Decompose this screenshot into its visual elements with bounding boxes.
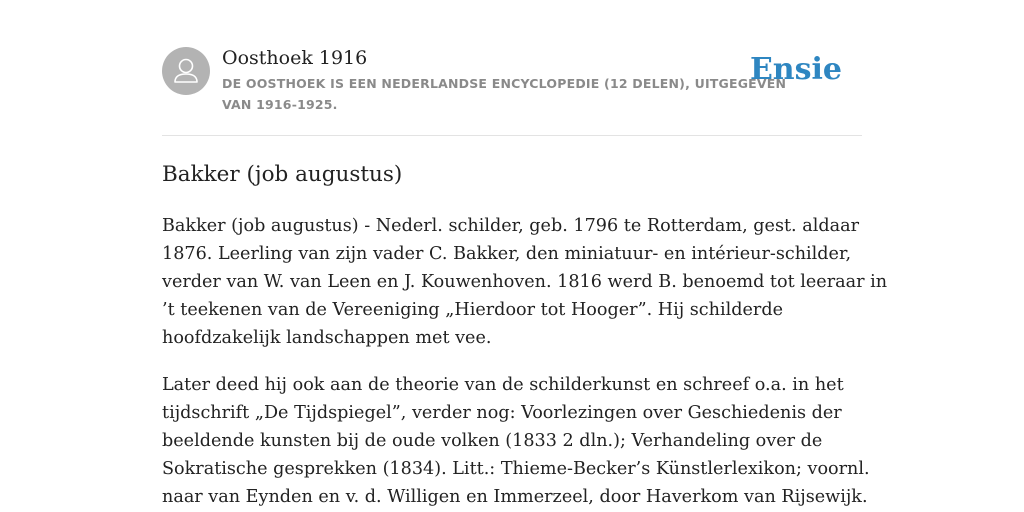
paragraph-line: verder van W. van Leen en J. Kouwenhoven. 1816 werd B. benoemd tot leeraar in	[162, 272, 888, 292]
paragraph-line: hoofdzakelijk landschappen met vee.	[162, 328, 492, 348]
paragraph-line: 1876. Leerling van zijn vader C. Bakker, den miniatuur- en intérieur-schilder,	[162, 244, 852, 264]
paragraph-line: Later deed hij ook aan de theorie van de schilderkunst en schreef o.a. in het	[162, 375, 844, 395]
user-icon	[162, 47, 210, 95]
ensie-logo-link[interactable]: Ensie	[749, 52, 842, 87]
entry-title: Bakker (job augustus)	[162, 162, 403, 187]
source-description	[222, 73, 787, 115]
source-title[interactable]: Oosthoek 1916	[222, 47, 368, 69]
paragraph-line: Sokratische gesprekken (1834). Litt.: Thieme-Becker’s Künstlerlexikon; voornl.	[162, 459, 870, 479]
entry-body	[162, 212, 888, 512]
source-header	[162, 46, 862, 136]
paragraph-line: tijdschrift „De Tijdspiegel”, verder nog: Voorlezingen over Geschiedenis der	[162, 403, 842, 423]
source-description-line: DE OOSTHOEK IS EEN NEDERLANDSE ENCYCLOPEDIE (12 DELEN), UITGEGEVEN	[222, 76, 787, 91]
paragraph-line: beeldende kunsten bij de oude volken (1833 2 dln.); Verhandeling over de	[162, 431, 823, 451]
paragraph-line: Bakker (job augustus) - Nederl. schilder, geb. 1796 te Rotterdam, gest. aldaar	[162, 216, 860, 236]
paragraph-line: ’t teekenen van de Vereeniging „Hierdoor tot Hooger”. Hij schilderde	[162, 300, 783, 320]
entry-paragraph	[162, 371, 870, 511]
source-description-line: VAN 1916-1925.	[222, 97, 338, 112]
header-divider	[162, 135, 862, 136]
paragraph-line: naar van Eynden en v. d. Willigen en Immerzeel, door Haverkom van Rijsewijk.	[162, 487, 868, 507]
entry-paragraph	[162, 212, 888, 352]
source-avatar[interactable]	[162, 47, 210, 95]
